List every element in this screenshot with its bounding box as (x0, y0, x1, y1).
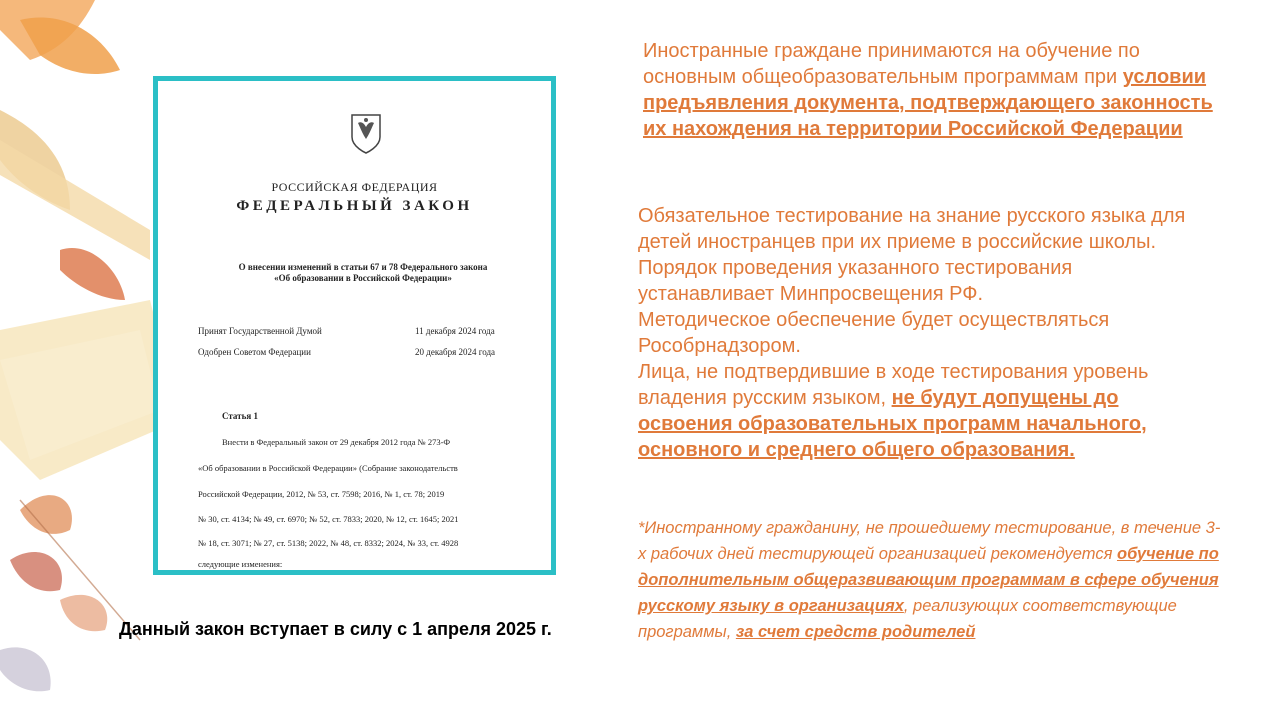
approved-label: Одобрен Советом Федерации (198, 347, 311, 357)
effective-date-note: Данный закон вступает в силу с 1 апреля 2025 г. (119, 619, 552, 639)
russian-coat-of-arms-icon (348, 111, 384, 155)
footnote-paragraph (638, 515, 1228, 645)
adopted-date: 11 декабря 2024 года (415, 326, 495, 336)
body-line: № 30, ст. 4134; № 49, ст. 6970; № 52, ст. 7833; 2020, № 12, ст. 1645; 2021 (198, 514, 459, 524)
footnote-text: , реализующих соответствующие программы, (638, 597, 1177, 641)
admission-paragraph (643, 38, 1223, 142)
law-document-scan (153, 76, 556, 575)
body-line: Российской Федерации, 2012, № 53, ст. 7598; 2016, № 1, ст. 78; 2019 (198, 489, 445, 499)
body-line: следующие изменения: (198, 559, 283, 569)
testing-line: Обязательное тестирование на знание русского языка для детей иностранцев при их приеме в российские школы. (638, 205, 1186, 253)
admission-emphasis: условии предъявления документа, подтверждающего законность их нахождения на территории Российской Федерации (643, 66, 1213, 140)
footnote-emphasis: за счет средств родителей (735, 623, 976, 641)
testing-line: Порядок проведения указанного тестирования устанавливает Минпросвещения РФ. (638, 257, 1073, 305)
testing-text: Лица, не подтвердившие в ходе тестирования уровень владения русским языком, (638, 361, 1149, 409)
law-type-heading: ФЕДЕРАЛЬНЫЙ ЗАКОН (236, 198, 473, 214)
subject-line: О внесении изменений в статьи 67 и 78 Федерального закона (238, 262, 488, 272)
country-heading: РОССИЙСКАЯ ФЕДЕРАЦИЯ (271, 180, 438, 194)
subject-line: «Об образовании в Российской Федерации» (274, 273, 452, 283)
footnote-text: *Иностранному гражданину, не прошедшему тестирование, в течение 3-х рабочих дней тестирующей организацией рекомендуется (638, 519, 1221, 563)
article-heading: Статья 1 (222, 411, 258, 421)
testing-line (638, 359, 1198, 463)
footnote-emphasis: обучение по дополнительным общеразвивающим программам в сфере обучения русскому языку в организациях (638, 545, 1219, 615)
adopted-label: Принят Государственной Думой (198, 326, 322, 336)
body-line: Внести в Федеральный закон от 29 декабря 2012 года № 273-Ф (222, 437, 451, 447)
law-subject (198, 262, 528, 284)
testing-emphasis: не будут допущены до освоения образовательных программ начального, основного и среднего общего образования. (638, 387, 1147, 461)
body-line: № 18, ст. 3071; № 27, ст. 5138; 2022, № 48, ст. 8332; 2024, № 33, ст. 4928 (198, 538, 459, 548)
body-line: «Об образовании в Российской Федерации» (Собрание законодательств (198, 463, 458, 473)
admission-text: Иностранные граждане принимаются на обучение по основным общеобразовательным программам при (643, 40, 1140, 88)
testing-paragraph (638, 203, 1198, 463)
approved-date: 20 декабря 2024 года (415, 347, 496, 357)
testing-line: Методическое обеспечение будет осуществляться Рособрнадзором. (638, 309, 1110, 357)
